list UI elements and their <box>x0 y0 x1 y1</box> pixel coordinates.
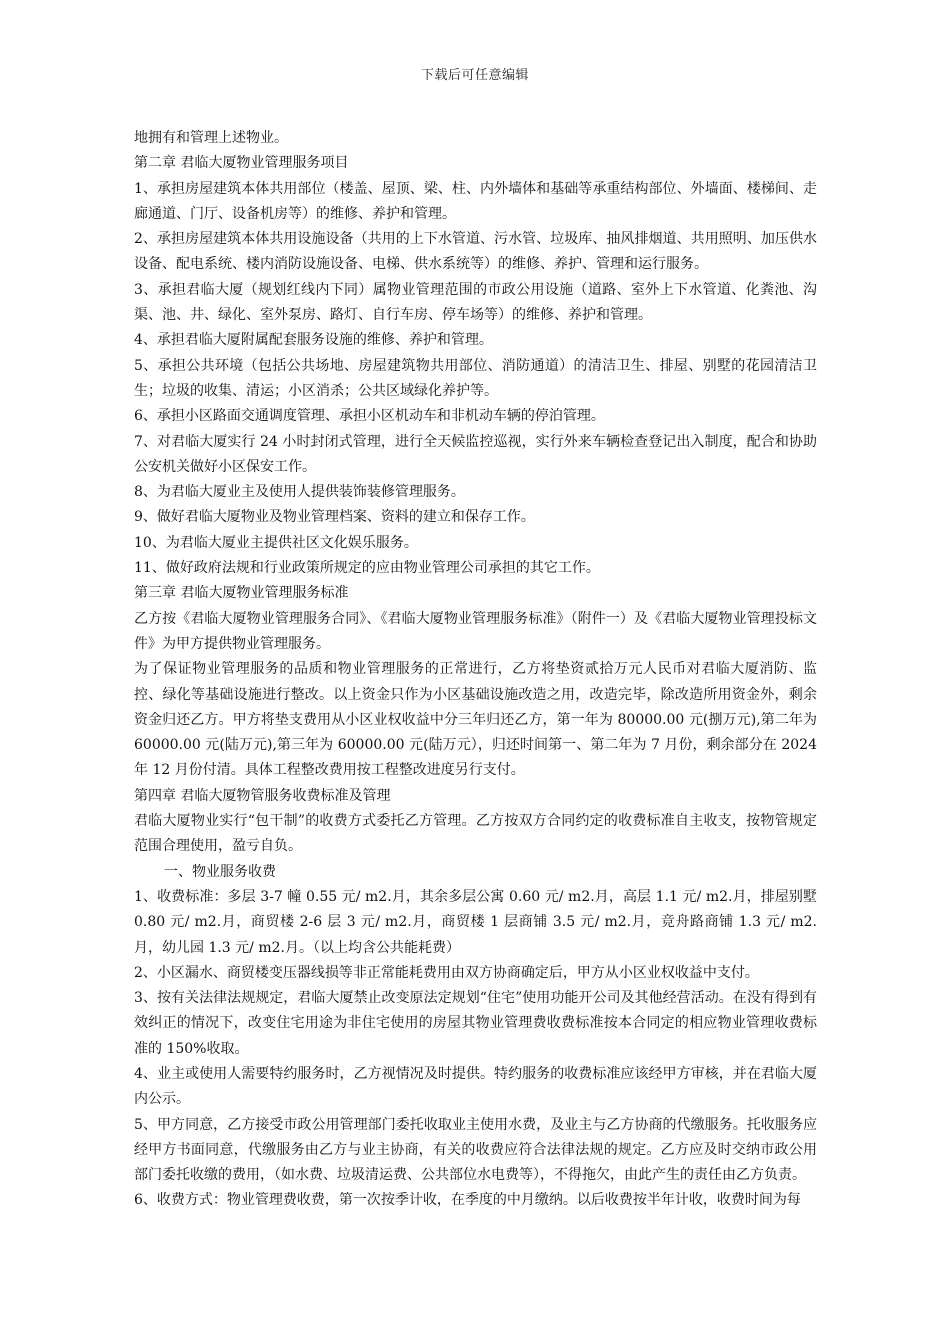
paragraph: 4、业主或使用人需要特约服务时，乙方视情况及时提供。特约服务的收费标准应该经甲方审核，并在君临大厦内公示。 <box>134 1065 817 1108</box>
paragraph: 7、对君临大厦实行 24 小时封闭式管理，进行全天候监控巡视，实行外来车辆检查登记出入制度，配合和协助公安机关做好小区保安工作。 <box>134 433 817 475</box>
paragraph: 乙方按《君临大厦物业管理服务合同》、《君临大厦物业管理服务标准》（附件一）及《君临大厦物业管理投标文件》为甲方提供物业管理服务。 <box>134 610 817 652</box>
paragraph: 1、承担房屋建筑本体共用部位（楼盖、屋顶、梁、柱、内外墙体和基础等承重结构部位、外墙面、楼梯间、走廊通道、门厅、设备机房等）的维修、养护和管理。 <box>134 180 817 222</box>
paragraph: 3、承担君临大厦（规划红线内下同）属物业管理范围的市政公用设施（道路、室外上下水管道、化粪池、沟渠、池、井、绿化、室外泵房、路灯、自行车房、停车场等）的维修、养护和管理。 <box>134 281 817 324</box>
chapter-heading: 第四章 君临大厦物管服务收费标准及管理 <box>134 787 391 804</box>
section-heading: 一、物业服务收费 <box>164 863 276 880</box>
chapter-heading: 第三章 君临大厦物业管理服务标准 <box>134 585 349 602</box>
paragraph: 9、做好君临大厦物业及物业管理档案、资料的建立和保存工作。 <box>134 509 535 526</box>
paragraph: 6、收费方式：物业管理费收费，第一次按季计收，在季度的中月缴纳。以后收费按半年计收，收费时间为每 <box>134 1192 801 1209</box>
page-header: 下载后可任意编辑 <box>420 68 529 83</box>
paragraph: 11、做好政府法规和行业政策所规定的应由物业管理公司承担的其它工作。 <box>134 560 600 577</box>
paragraph: 10、为君临大厦业主提供社区文化娱乐服务。 <box>134 534 418 551</box>
chapter-heading: 第二章 君临大厦物业管理服务项目 <box>134 155 349 172</box>
paragraph: 2、小区漏水、商贸楼变压器线损等非正常能耗费用由双方协商确定后，甲方从小区业权收益中支付。 <box>134 964 759 981</box>
paragraph: 1、收费标准：多层 3-7 幢 0.55 元/ m2.月，其余多层公寓 0.60 元/ m2.月，高层 1.1 元/ m2.月，排屋别墅 0.80 元/ m2.月，商贸楼 2-6 层 3 元/ m2.月，商贸楼 1 层商铺 3.5 元/ m2.月，竞舟路商铺 1.3 元/ m2.月，幼儿园 1.3 元/ m2.月。（以上均含公共能耗费） <box>134 888 817 956</box>
paragraph: 君临大厦物业实行“包干制”的收费方式委托乙方管理。乙方按双方合同约定的收费标准自主收支，按物管规定范围合理使用，盈亏自负。 <box>134 813 817 855</box>
paragraph: 5、甲方同意，乙方接受市政公用管理部门委托收取业主使用水费，及业主与乙方协商的代缴服务。托收服务应经甲方书面同意，代缴服务由乙方与业主协商，有关的收费应符合法律法规的规定。乙方应及时交纳市政公用部门委托收缴的费用，（如水费、垃圾清运费、公共部位水电费等），不得拖欠，由此产生的责任由乙方负责。 <box>134 1116 817 1184</box>
paragraph: 6、承担小区路面交通调度管理、承担小区机动车和非机动车辆的停泊管理。 <box>134 408 605 425</box>
paragraph: 为了保证物业管理服务的品质和物业管理服务的正常进行，乙方将垫资贰拾万元人民币对君临大厦消防、监控、绿化等基础设施进行整改。以上资金只作为小区基础设施改造之用，改造完毕，除改造所用资金外，剩余资金归还乙方。甲方将垫支费用从小区业权收益中分三年归还乙方，第一年为 80000.00 元(捌万元),第二年为 60000.00 元(陆万元),第三年为 60000.00 元(陆万元），归还时间第一、第二年为 7 月份，剩余部分在 2024 年 12 月份付清。具体工程整改费用按工程整改进度另行支付。 <box>134 661 817 779</box>
paragraph: 地拥有和管理上述物业。 <box>134 130 288 146</box>
paragraph: 8、为君临大厦业主及使用人提供装饰装修管理服务。 <box>134 484 465 501</box>
paragraph: 5、承担公共环境（包括公共场地、房屋建筑物共用部位、消防通道）的清洁卫生、排屋、别墅的花园清洁卫生；垃圾的收集、清运；小区消杀；公共区域绿化养护等。 <box>134 357 817 399</box>
paragraph: 2、承担房屋建筑本体共用设施设备（共用的上下水管道、污水管、垃圾库、抽风排烟道、共用照明、加压供水设备、配电系统、楼内消防设施设备、电梯、供水系统等）的维修、养护、管理和运行服务。 <box>134 231 817 273</box>
paragraph: 3、按有关法律法规规定，君临大厦禁止改变原法定规划“住宅”使用功能开公司及其他经营活动。在没有得到有效纠正的情况下，改变住宅用途为非住宅使用的房屋其物业管理费收费标准按本合同定的相应物业管理收费标准的 150%收取。 <box>134 990 817 1057</box>
paragraph: 4、承担君临大厦附属配套服务设施的维修、养护和管理。 <box>134 332 493 349</box>
document-body <box>134 126 817 1214</box>
